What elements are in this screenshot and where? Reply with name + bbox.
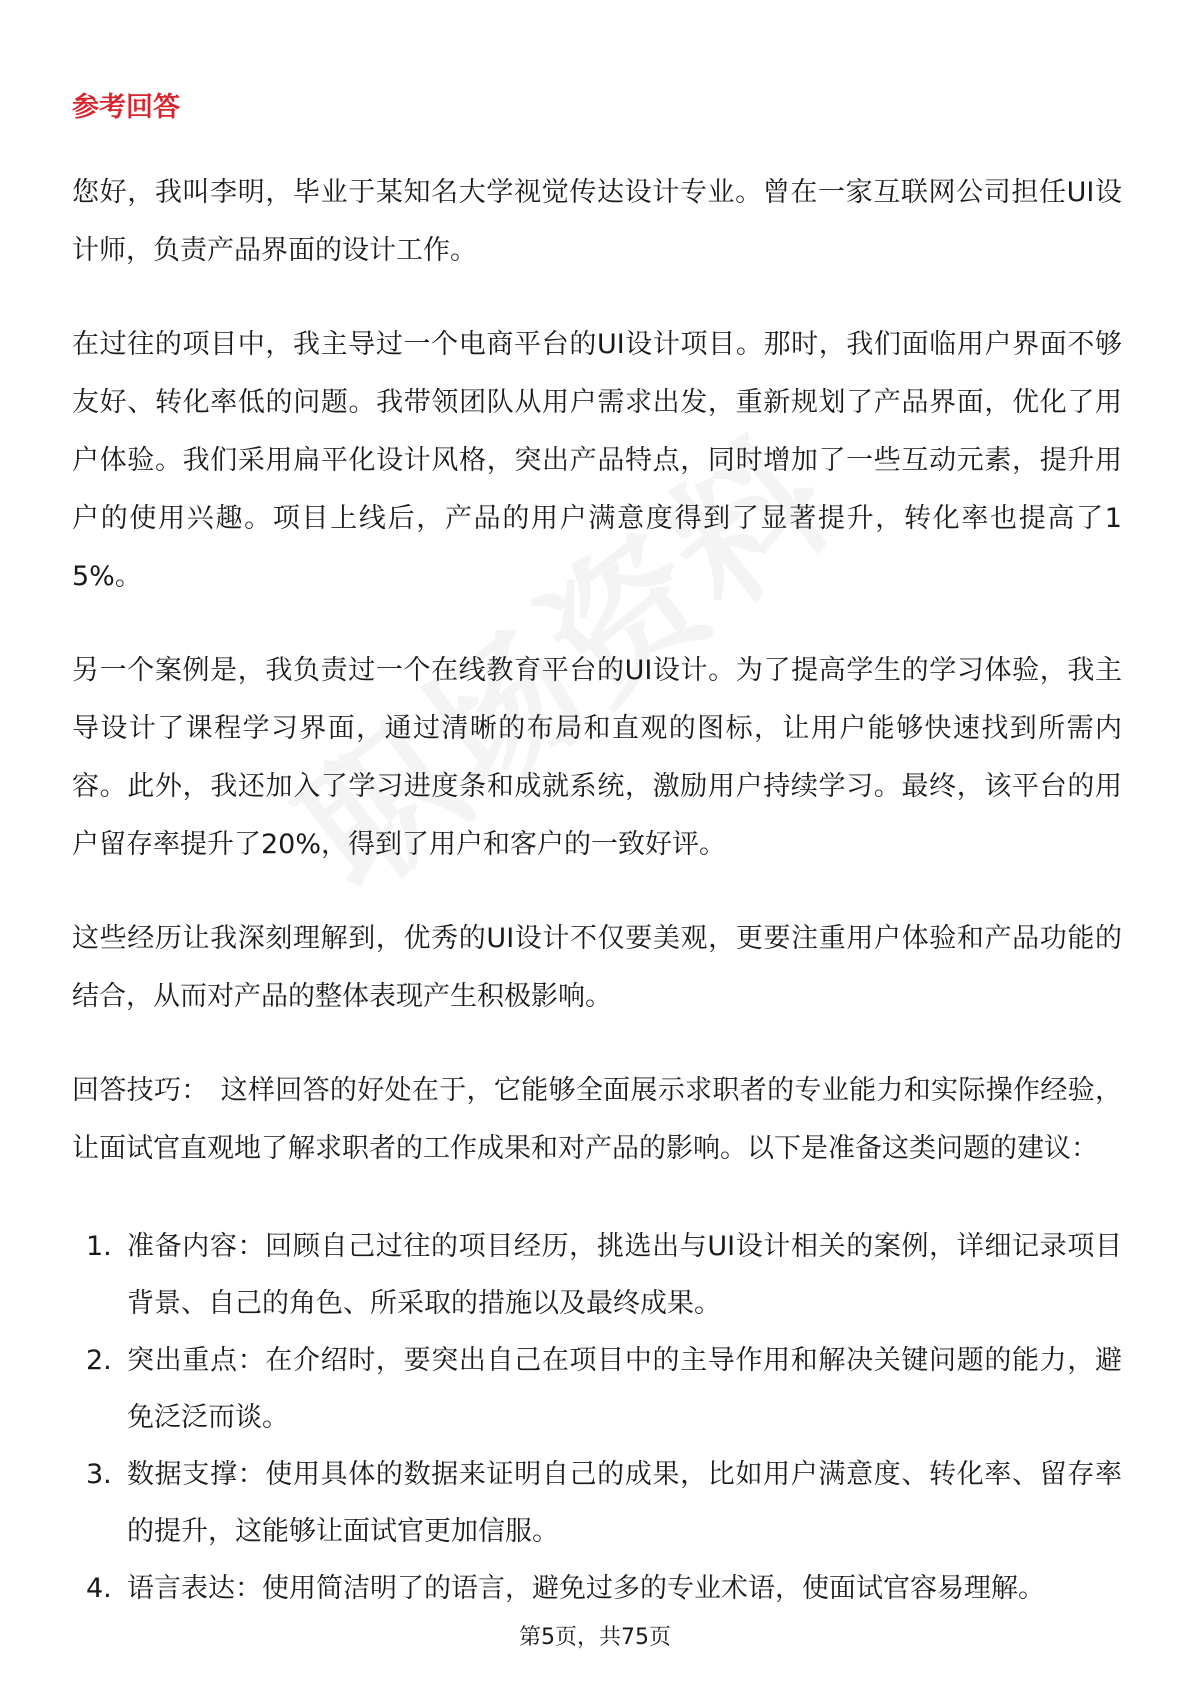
tip-number: 1. xyxy=(86,1231,112,1262)
tips-label: 回答技巧： xyxy=(72,1075,209,1106)
section-heading: 参考回答 xyxy=(72,92,180,123)
answer-tips xyxy=(72,1062,1122,1178)
tip-number: 3. xyxy=(86,1459,112,1490)
page-number: 第5页，共75页 xyxy=(519,1625,671,1650)
tip-text: 突出重点：在介绍时，要突出自己在项目中的主导作用和解决关键问题的能力，避免泛泛而谈。 xyxy=(127,1345,1122,1433)
paragraph-intro: 您好，我叫李明，毕业于某知名大学视觉传达设计专业。曾在一家互联网公司担任UI设计师，负责产品界面的设计工作。 xyxy=(72,177,1122,266)
tip-number: 2. xyxy=(86,1345,112,1376)
tip-text: 语言表达：使用简洁明了的语言，避免过多的专业术语，使面试官容易理解。 xyxy=(127,1573,1045,1604)
tip-item xyxy=(72,1218,1122,1332)
tip-item xyxy=(72,1332,1122,1446)
tip-text: 准备内容：回顾自己过往的项目经历，挑选出与UI设计相关的案例，详细记录项目背景、自己的角色、所采取的措施以及最终成果。 xyxy=(127,1231,1122,1319)
tip-list xyxy=(72,1218,1122,1617)
paragraph-case-ecommerce: 在过往的项目中，我主导过一个电商平台的UI设计项目。那时，我们面临用户界面不够友好、转化率低的问题。我带领团队从用户需求出发，重新规划了产品界面，优化了用户体验。我们采用扁平化设计风格，突出产品特点，同时增加了一些互动元素，提升用户的使用兴趣。项目上线后，产品的用户满意度得到了显著提升，转化率也提高了15%。 xyxy=(72,329,1122,592)
tip-number: 4. xyxy=(86,1573,112,1604)
tip-text: 数据支撑：使用具体的数据来证明自己的成果，比如用户满意度、转化率、留存率的提升，这能够让面试官更加信服。 xyxy=(127,1459,1122,1547)
content-area xyxy=(72,88,1122,1617)
paragraph-case-education: 另一个案例是，我负责过一个在线教育平台的UI设计。为了提高学生的学习体验，我主导设计了课程学习界面，通过清晰的布局和直观的图标，让用户能够快速找到所需内容。此外，我还加入了学习进度条和成就系统，激励用户持续学习。最终，该平台的用户留存率提升了20%，得到了用户和客户的一致好评。 xyxy=(72,655,1122,860)
paragraph-summary: 这些经历让我深刻理解到，优秀的UI设计不仅要美观，更要注重用户体验和产品功能的结合，从而对产品的整体表现产生积极影响。 xyxy=(72,923,1122,1012)
tips-text: 这样回答的好处在于，它能够全面展示求职者的专业能力和实际操作经验，让面试官直观地了解求职者的工作成果和对产品的影响。以下是准备这类问题的建议： xyxy=(72,1075,1123,1164)
tip-item xyxy=(72,1446,1122,1560)
tip-item xyxy=(72,1560,1122,1617)
